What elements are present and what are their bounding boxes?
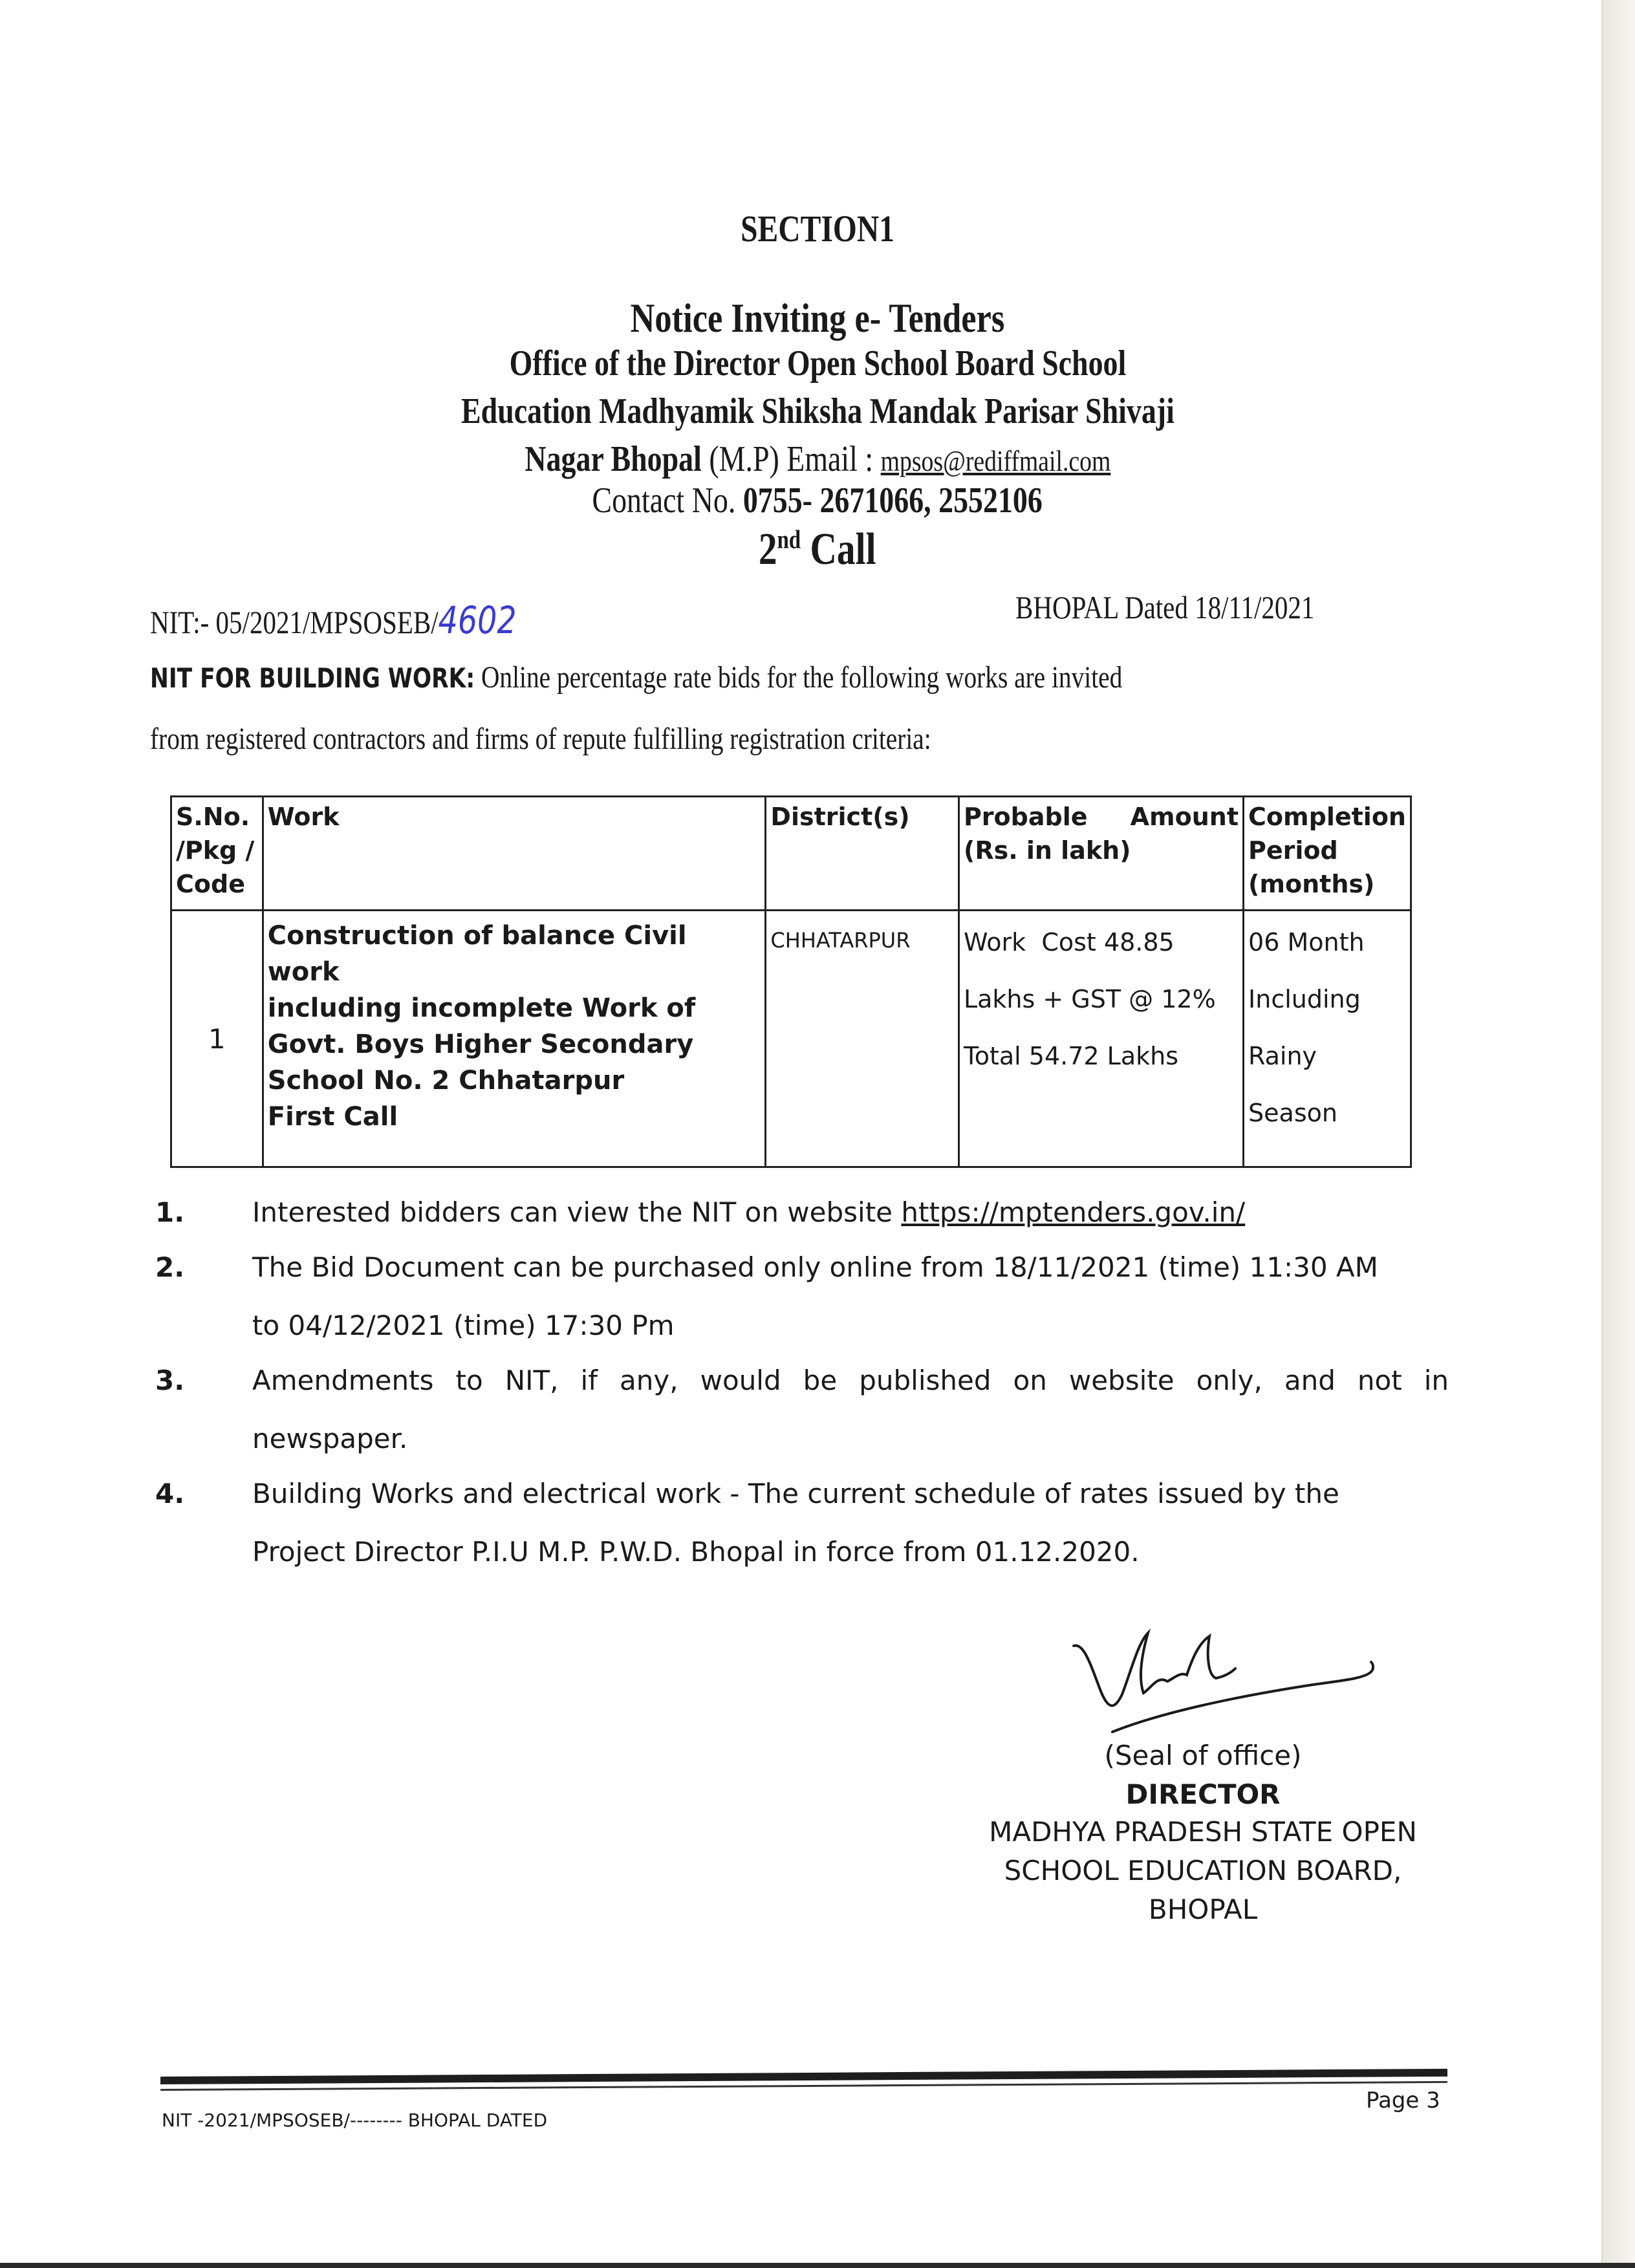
- signature-image: [1061, 1617, 1449, 1746]
- intro-text: Online percentage rate bids for the following works are invited: [481, 660, 1123, 695]
- office-line-1: Office of the Director Open School Board School: [509, 343, 1126, 383]
- page-number: Page 3: [1366, 2088, 1440, 2113]
- scan-bottom-border: [0, 2263, 1635, 2268]
- call-heading: [0, 524, 1635, 576]
- handwritten-number: 4602: [438, 598, 517, 642]
- intro-label: NIT FOR BUILDING WORK:: [150, 662, 475, 694]
- call-label: Call: [810, 524, 876, 574]
- nit-reference: [150, 598, 597, 642]
- contact-label: Contact No.: [592, 481, 736, 521]
- intro-line-1: [150, 660, 1444, 695]
- table-header-row: [171, 797, 1411, 911]
- cell-period: 06 Month Including Rainy Season: [1244, 911, 1411, 1167]
- address-state: (M.P) Email :: [708, 439, 873, 479]
- section-heading: SECTION1: [741, 208, 894, 250]
- signatory-designation: DIRECTOR: [1125, 1778, 1281, 1810]
- condition-number: 2.: [155, 1251, 185, 1283]
- address-line: [0, 438, 1635, 480]
- cell-sno: 1: [171, 911, 263, 1167]
- nit-number: NIT:- 05/2021/MPSOSEB/: [150, 604, 439, 640]
- condition-number: 3.: [155, 1365, 185, 1396]
- call-suffix: nd: [777, 524, 801, 554]
- cell-district: CHHATARPUR: [766, 911, 959, 1167]
- header-work: Work: [263, 797, 766, 911]
- document-title: Notice Inviting e- Tenders: [630, 295, 1005, 341]
- condition-number: 4.: [155, 1478, 185, 1509]
- header-district: District(s): [766, 797, 959, 911]
- seal-label: (Seal of office): [1104, 1740, 1302, 1771]
- contact-line: [0, 480, 1635, 521]
- header-amount: Probable Amount (Rs. in lakh): [958, 797, 1243, 911]
- works-table: [170, 795, 1412, 1168]
- address-city: Nagar Bhopal: [525, 439, 702, 479]
- table-row: [171, 911, 1411, 1167]
- office-line-2: Education Madhyamik Shiksha Mandak Parisar Shivaji: [460, 391, 1175, 431]
- call-number: 2: [759, 524, 777, 574]
- header-period: Completion Period (months): [1244, 797, 1411, 911]
- cell-work: Construction of balance Civil work including incomplete Work of Govt. Boys Higher Secondary School No. 2 Chhatarpur First Call: [263, 911, 766, 1167]
- dated-line: BHOPAL Dated 18/11/2021: [1015, 589, 1315, 625]
- signatory-org-line-3: BHOPAL: [1148, 1894, 1258, 1925]
- signatory-org-line-1: MADHYA PRADESH STATE OPEN: [989, 1816, 1417, 1848]
- footer-reference: NIT -2021/MPSOSEB/-------- BHOPAL DATED: [162, 2110, 548, 2131]
- header-sno: S.No. /Pkg / Code: [171, 797, 263, 911]
- cell-amount: Work Cost 48.85 Lakhs + GST @ 12% Total 54.72 Lakhs: [958, 911, 1243, 1167]
- contact-numbers: 0755- 2671066, 2552106: [743, 481, 1043, 521]
- signatory-org-line-2: SCHOOL EDUCATION BOARD,: [1004, 1855, 1402, 1886]
- condition-number: 1.: [155, 1196, 185, 1228]
- website-link[interactable]: https://mptenders.gov.in/: [901, 1196, 1246, 1228]
- email-link[interactable]: mpsos@rediffmail.com: [880, 444, 1110, 477]
- intro-line-2: from registered contractors and firms of repute fulfilling registration criteria:: [150, 722, 931, 756]
